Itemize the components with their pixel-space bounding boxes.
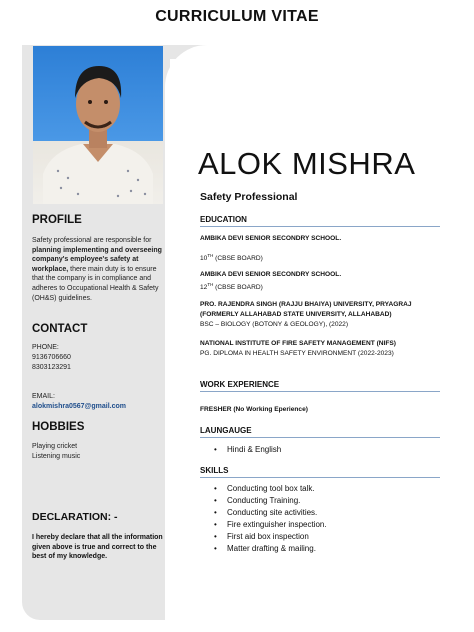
phone-label: PHONE: <box>32 344 59 351</box>
profile-text-emphasis: planning implementing and overseeing company's employee's safety at workplace, <box>32 246 162 273</box>
profile-text <box>32 236 166 303</box>
candidate-job-title: Safety Professional <box>200 191 298 203</box>
phone-number-2: 8303123291 <box>32 364 71 371</box>
education-school: NATIONAL INSTITUTE OF FIRE SAFETY MANAGEMENT (NIFS) <box>200 340 396 347</box>
candidate-name: ALOK MISHRA <box>198 146 416 181</box>
declaration-text: I hereby declare that all the information given above is true and correct to the best of my knowledge. <box>32 534 163 561</box>
phone-number-1: 9136706660 <box>32 354 71 361</box>
hobby-item: Playing cricket <box>32 443 78 450</box>
education-degree: BSC – BIOLOGY (BOTONY & GEOLOGY), (2022) <box>200 321 349 328</box>
education-degree: PG. DIPLOMA IN HEALTH SAFETY ENVIRONMENT (2022-2023) <box>200 350 394 357</box>
work-experience-text: FRESHER (No Working Eperience) <box>200 406 308 413</box>
work-experience-heading: WORK EXPERIENCE <box>200 380 440 392</box>
skills-list <box>214 483 327 555</box>
profile-photo <box>33 46 163 204</box>
contact-heading: CONTACT <box>32 323 88 335</box>
grade-suffix: TH <box>207 253 214 258</box>
language-list <box>214 444 281 456</box>
profile-text-rest: there main duty is to ensure that the company is in compliance and adheres to Occupational Health & Safety (OH&S) guidelines. <box>32 265 159 302</box>
skill-item: • Fire extinguisher inspection. <box>214 519 327 531</box>
language-heading: LAUNGAUGE <box>200 426 440 438</box>
education-grade <box>200 281 445 293</box>
profile-heading: PROFILE <box>32 214 82 226</box>
grade-number: 12 <box>200 284 208 292</box>
education-grade <box>200 252 445 264</box>
hobby-item: Listening music <box>32 453 81 460</box>
skills-heading: SKILLS <box>200 466 440 478</box>
grade-board: (CBSE BOARD) <box>213 284 263 292</box>
email-address[interactable]: alokmishra0567@gmail.com <box>32 403 126 410</box>
email-label: EMAIL: <box>32 393 55 400</box>
grade-board: (CBSE BOARD) <box>213 255 263 263</box>
education-school-former: (FORMERLY ALLAHABAD STATE UNIVERSITY, ALLAHABAD) <box>200 311 392 318</box>
document-title: CURRICULUM VITAE <box>155 8 319 25</box>
grade-number: 10 <box>200 255 208 263</box>
hobbies-heading: HOBBIES <box>32 421 85 433</box>
declaration-heading: DECLARATION: - <box>32 511 118 523</box>
education-heading: EDUCATION <box>200 215 440 227</box>
education-school: AMBIKA DEVI SENIOR SECONDRY SCHOOL. <box>200 235 342 242</box>
skill-item: • Conducting Training. <box>214 495 327 507</box>
skill-item: • Matter drafting & mailing. <box>214 543 327 555</box>
grade-suffix: TH <box>207 282 214 287</box>
skill-item: • Conducting site activities. <box>214 507 327 519</box>
profile-text-intro: Safety professional are responsible for <box>32 237 152 244</box>
skill-item: • First aid box inspection <box>214 531 327 543</box>
education-school: PRO. RAJENDRA SINGH (RAJJU BHAIYA) UNIVERSITY, PRYAGRAJ <box>200 301 412 308</box>
skill-item: • Conducting tool box talk. <box>214 483 327 495</box>
education-school: AMBIKA DEVI SENIOR SECONDRY SCHOOL. <box>200 271 342 278</box>
language-item: • Hindi & English <box>214 444 281 456</box>
